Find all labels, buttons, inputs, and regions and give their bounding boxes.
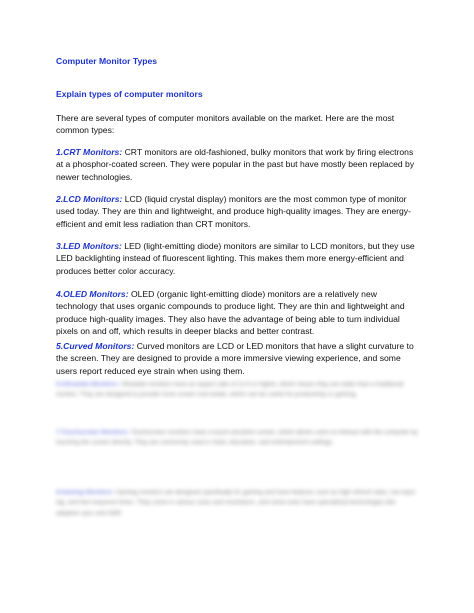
list-item-crt xyxy=(56,146,418,183)
section-heading: Explain types of computer monitors xyxy=(56,89,203,99)
item-term: 7.Touchscreen Monitors: xyxy=(56,429,130,436)
list-item-oled xyxy=(56,288,418,338)
list-item-ultrawide-blurred xyxy=(56,380,418,401)
item-text: LED (light-emitting diode) monitors are similar to LCD monitors, but they use LED backlighting instead of fluorescent lighting. This makes them more energy-efficient and produces better color accuracy. xyxy=(56,241,415,276)
document-title: Computer Monitor Types xyxy=(56,56,158,66)
item-term: 2.LCD Monitors: xyxy=(56,194,123,204)
list-item-gaming-blurred xyxy=(56,488,418,519)
list-item-touchscreen-blurred xyxy=(56,428,418,449)
item-term: 8.Gaming Monitors: xyxy=(56,489,115,496)
item-term: 5.Curved Monitors: xyxy=(56,341,135,351)
item-text: Gaming monitors are designed specifically for gaming and have features such as high refresh rates, low input lag, and fast response times. They come in various sizes and resolutions, and some even have specialized technologies like adaptive sync and HDR. xyxy=(56,489,416,517)
list-item-curved xyxy=(56,340,418,377)
item-term: 1.CRT Monitors: xyxy=(56,147,123,157)
item-text: Curved monitors are LCD or LED monitors that have a slight curvature to the screen. They are designed to provide a more immersive viewing experience, and some users report reduced eye strain when using them. xyxy=(56,341,414,376)
item-text: CRT monitors are old-fashioned, bulky monitors that work by firing electrons at a phosphor-coated screen. They were popular in the past but have mostly been replaced by newer technologies. xyxy=(56,147,415,182)
intro-paragraph: There are several types of computer monitors available on the market. Here are the most common types: xyxy=(56,113,395,136)
item-text: Touchscreen monitors have a touch-sensitive screen, which allows users to interact with the computer by touching the screen directly. They are commonly used in retail, education, and entertainment settings. xyxy=(56,429,418,447)
item-term: 4.OLED Monitors: xyxy=(56,289,129,299)
list-item-led xyxy=(56,240,418,277)
item-term: 3.LED Monitors: xyxy=(56,241,122,251)
item-text: LCD (liquid crystal display) monitors are the most common type of monitor used today. They are thin and lightweight, and produce high-quality images. They are energy-efficient and emit less radiation than CRT monitors. xyxy=(56,194,411,229)
item-text: Ultrawide monitors have an aspect ratio of 21:9 or higher, which means they are wider than a traditional monitor. They are designed to provide more screen real estate, which can be useful for productivity or gaming. xyxy=(56,381,404,399)
list-item-lcd xyxy=(56,193,418,230)
item-term: 6.Ultrawide Monitors: xyxy=(56,381,119,388)
item-text: OLED (organic light-emitting diode) monitors are a relatively new technology that uses organic compounds to produce light. They are thin and lightweight and produce high-quality images. They also have the advantage of being able to turn individual pixels on and off, which results in deeper blacks and better contrast. xyxy=(56,289,405,337)
